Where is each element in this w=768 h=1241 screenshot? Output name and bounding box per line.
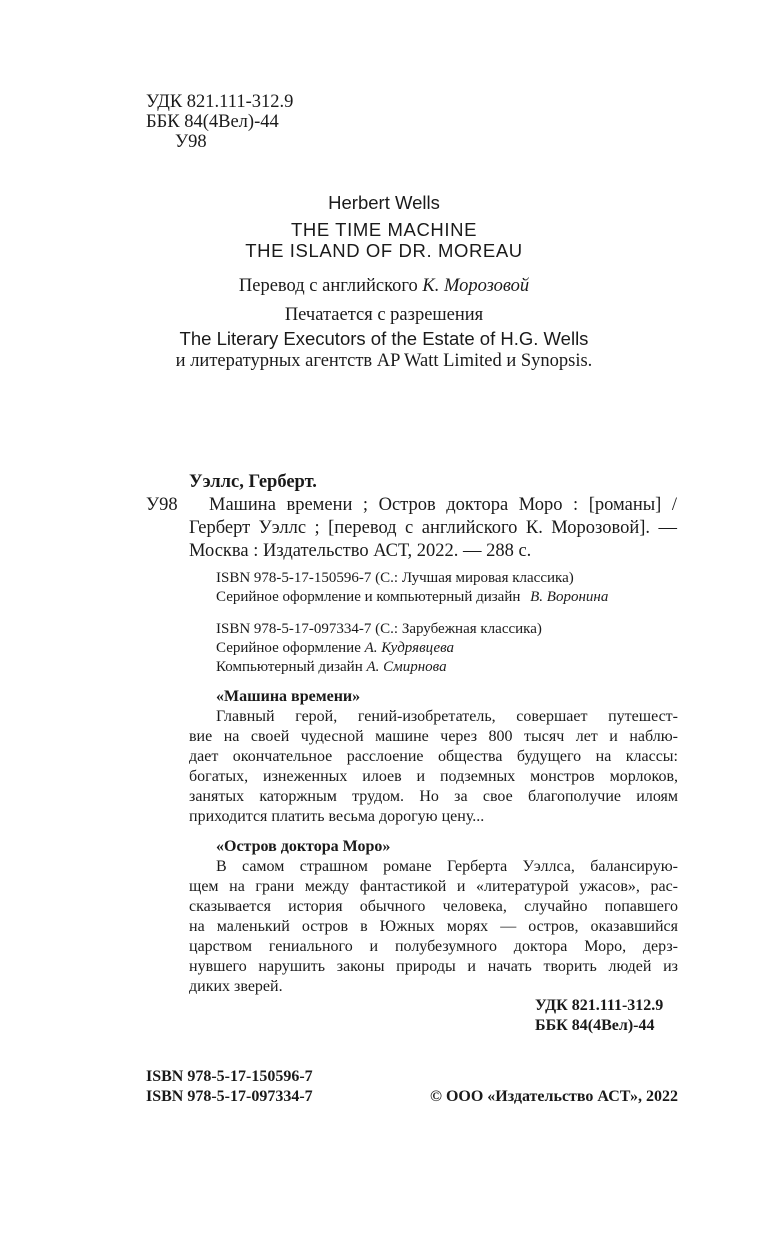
permission-line-2: The Literary Executors of the Estate of H.G. Wells [179,328,589,349]
annotation1-line-1: Главный герой, гений-изобретатель, совершает путешест- [216,708,678,725]
series2-design [216,640,454,657]
annotation2-line-3: сказывается история обычного человека, случайно попавшего [189,898,678,915]
bbk-code-top: ББК 84(4Вел)-44 [146,112,279,132]
catalog-heading: Уэллс, Герберт. [189,472,317,492]
annotation1-line-2: вие на своей чудесной машине через 800 тысяч лет и наблю- [189,728,678,745]
annotation1-heading: «Машина времени» [216,688,361,705]
udk-code-bottom: УДК 821.111-312.9 [535,997,664,1014]
annotation1-line-3: дает окончательное расслоение общества будущего на классы: [189,748,678,765]
catalog-line-1: Машина времени ; Остров доктора Моро : [романы] / [209,495,677,515]
annotation2-heading: «Остров доктора Моро» [216,838,391,855]
original-title-2: THE ISLAND OF DR. MOREAU [245,240,523,261]
annotation1-line-5: занятых каторжным трудом. Но за свое благополучие илоям [189,788,678,805]
permission-line-1: Печатается с разрешения [284,305,484,325]
author-sign-top: У98 [175,132,207,152]
series1-design-name: В. Воронина [530,589,609,605]
annotation2-line-5: царством гениального и полубезумного доктора Моро, дерз- [189,938,678,955]
annotation2-line-4: на маленький остров в Южных морях — остров, оказавшийся [189,918,678,935]
series2-design-name: А. Кудрявцева [364,640,455,656]
catalog-line-2: Герберт Уэллс ; [перевод с английского К. Морозовой]. — [189,518,677,538]
series2-computer [216,659,447,676]
translator-name: К. Морозовой [422,276,530,296]
copyright-notice: © ООО «Издательство АСТ», 2022 [429,1088,678,1105]
bbk-code-bottom: ББК 84(4Вел)-44 [535,1017,655,1034]
original-author: Herbert Wells [328,192,440,213]
translation-line [0,276,768,297]
series2-computer-name: А. Смирнова [366,659,447,675]
series2-isbn: ISBN 978-5-17-097334-7 (С.: Зарубежная классика) [216,621,542,637]
series2-design-label: Серийное оформление [216,640,361,656]
original-title-1: THE TIME MACHINE [290,219,478,240]
catalog-line-3: Москва : Издательство АСТ, 2022. — 288 с. [189,541,532,561]
annotation2-line-2: щем на грани между фантастикой и «литературой ужасов», рас- [189,878,678,895]
permission-line-3: и литературных агентств AP Watt Limited и Synopsis. [175,351,593,371]
footer-isbn-1: ISBN 978-5-17-150596-7 [146,1068,313,1085]
footer-isbn-2: ISBN 978-5-17-097334-7 [146,1088,313,1105]
udk-code-top: УДК 821.111-312.9 [146,92,294,112]
annotation1-line-6: приходится платить весьма дорогую цену... [189,808,485,825]
catalog-sign: У98 [146,495,178,515]
annotation2-line-6: нувшего нарушить законы природы и начать творить людей из [189,958,678,975]
series2-computer-label: Компьютерный дизайн [216,659,363,675]
series1-design [216,589,608,606]
annotation1-line-4: богатых, изнеженных илоев и подземных монстров морлоков, [189,768,678,785]
translation-prefix: Перевод с английского [238,276,418,296]
series1-isbn: ISBN 978-5-17-150596-7 (С.: Лучшая мировая классика) [216,570,574,586]
annotation2-line-1: В самом страшном романе Герберта Уэллса, балансирую- [216,858,678,875]
annotation2-line-7: диких зверей. [189,978,283,995]
series1-design-label: Серийное оформление и компьютерный дизайн [216,589,521,605]
